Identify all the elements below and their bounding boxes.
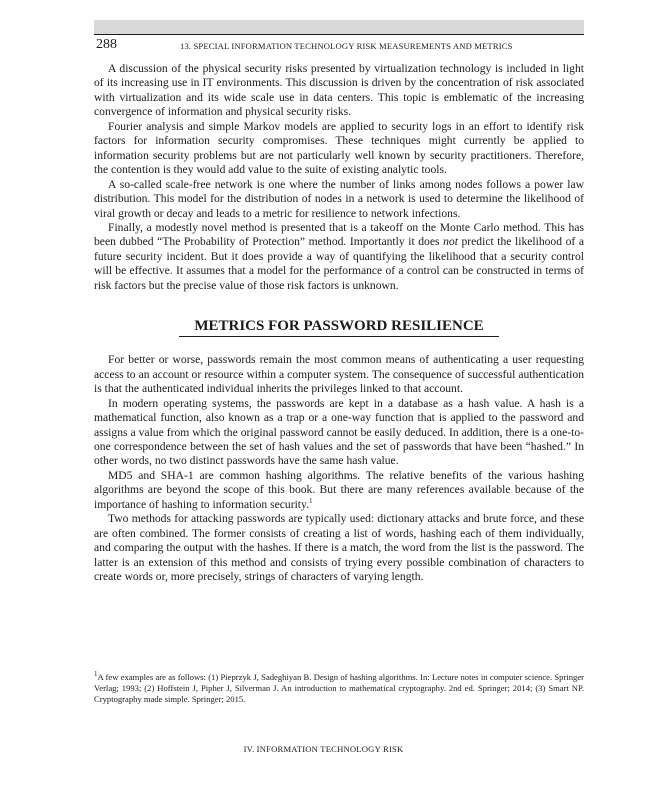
running-head: 13. SPECIAL INFORMATION TECHNOLOGY RISK MEASUREMENTS AND METRICS — [180, 41, 513, 51]
page-footer: IV. INFORMATION TECHNOLOGY RISK — [243, 744, 404, 754]
footnote-block — [94, 672, 584, 706]
emphasis-text: not — [443, 235, 458, 249]
section-paragraph-3 — [94, 469, 584, 512]
page-body — [94, 62, 584, 585]
section-heading: METRICS FOR PASSWORD RESILIENCE — [194, 318, 484, 335]
footnote-marker: 1 — [94, 670, 98, 679]
header-band — [94, 20, 584, 34]
section-paragraph-1: For better or worse, passwords remain the most common means of authenticating a user requesting access to an account or resource within a computer system. The consequence of successful authentication is that the authenticated individual inherits the privileges linked to that account. — [94, 353, 584, 396]
md5-paragraph-text: MD5 and SHA-1 are common hashing algorithms. The relative benefits of the various hashing algorithms are beyond the scope of this book. But there are many references available because of the importance of hashing to information security. — [94, 468, 584, 511]
footnote — [94, 672, 584, 706]
intro-paragraph-4 — [94, 221, 584, 293]
intro-paragraph-2: Fourier analysis and simple Markov models are applied to security logs in an effort to identify risk factors for information security compromises. These techniques might currently be applied to information security problems but are not particularly well known by security practitioners. Therefore, the contention is they would add value to the suite of existing analytic tools. — [94, 119, 584, 177]
section-paragraph-4: Two methods for attacking passwords are typically used: dictionary attacks and brute force, and these are often combined. The former consists of creating a list of words, hashing each of them individually, and comparing the output with the hashes. If there is a match, the word from the list is the password. The latter is an extension of this method and consists of trying every possible combination of characters to create words or, more precisely, strings of characters of varying length. — [94, 512, 584, 584]
intro-paragraph-1: A discussion of the physical security risks presented by virtualization technology is included in light of its increasing use in IT environments. This discussion is driven by the concentration of risk associated with virtualization and its wide scale use in data centers. This topic is emblematic of the increasing convergence of information and physical security risks. — [94, 62, 584, 119]
footnote-reference[interactable]: 1 — [308, 496, 313, 505]
footnote-text: A few examples are as follows: (1) Pieprzyk J, Sadeghiyan B. Design of hashing algorithms. In: Lecture notes in computer science. Springer Verlag; 1993; (2) Hoffstein J, Pipher J, Silverman J. An introduction to mathematical cryptography. 2nd ed. Springer; 2014; (3) Smart NP. Cryptography made simple. Springer; 2015. — [94, 672, 584, 705]
intro-paragraph-3: A so-called scale-free network is one where the number of links among nodes follows a power law distribution. This model for the distribution of nodes in a network is used to determine the likelihood of viral growth or decay and leads to a metric for resilience to network infections. — [94, 177, 584, 220]
intro-text-before: Finally, a modestly novel method is presented that is a takeoff on the Monte Carlo method. This has been dubbed “The Probability of Protection” method. Importantly it does — [94, 220, 584, 249]
intro-text-after: predict the likelihood of a future security incident. But it does provide a way of quantifying the likelihood that a security control will be effective. It assumes that a model for the performance of a control can be constructed in terms of risk factors but the precise value of those risk factors is unknown. — [94, 235, 584, 292]
section-paragraph-2: In modern operating systems, the passwords are kept in a database as a hash value. A hash is a mathematical function, also known as a trap or a one-way function that is applied to the password and assigns a value from which the original password cannot be easily deduced. In addition, there is a one-to-one correspondence between the set of hash values and the set of passwords that have been “hashed.” In other words, no two distinct passwords have the same hash value. — [94, 396, 584, 468]
page-number: 288 — [96, 37, 117, 52]
header-rule — [94, 34, 584, 35]
